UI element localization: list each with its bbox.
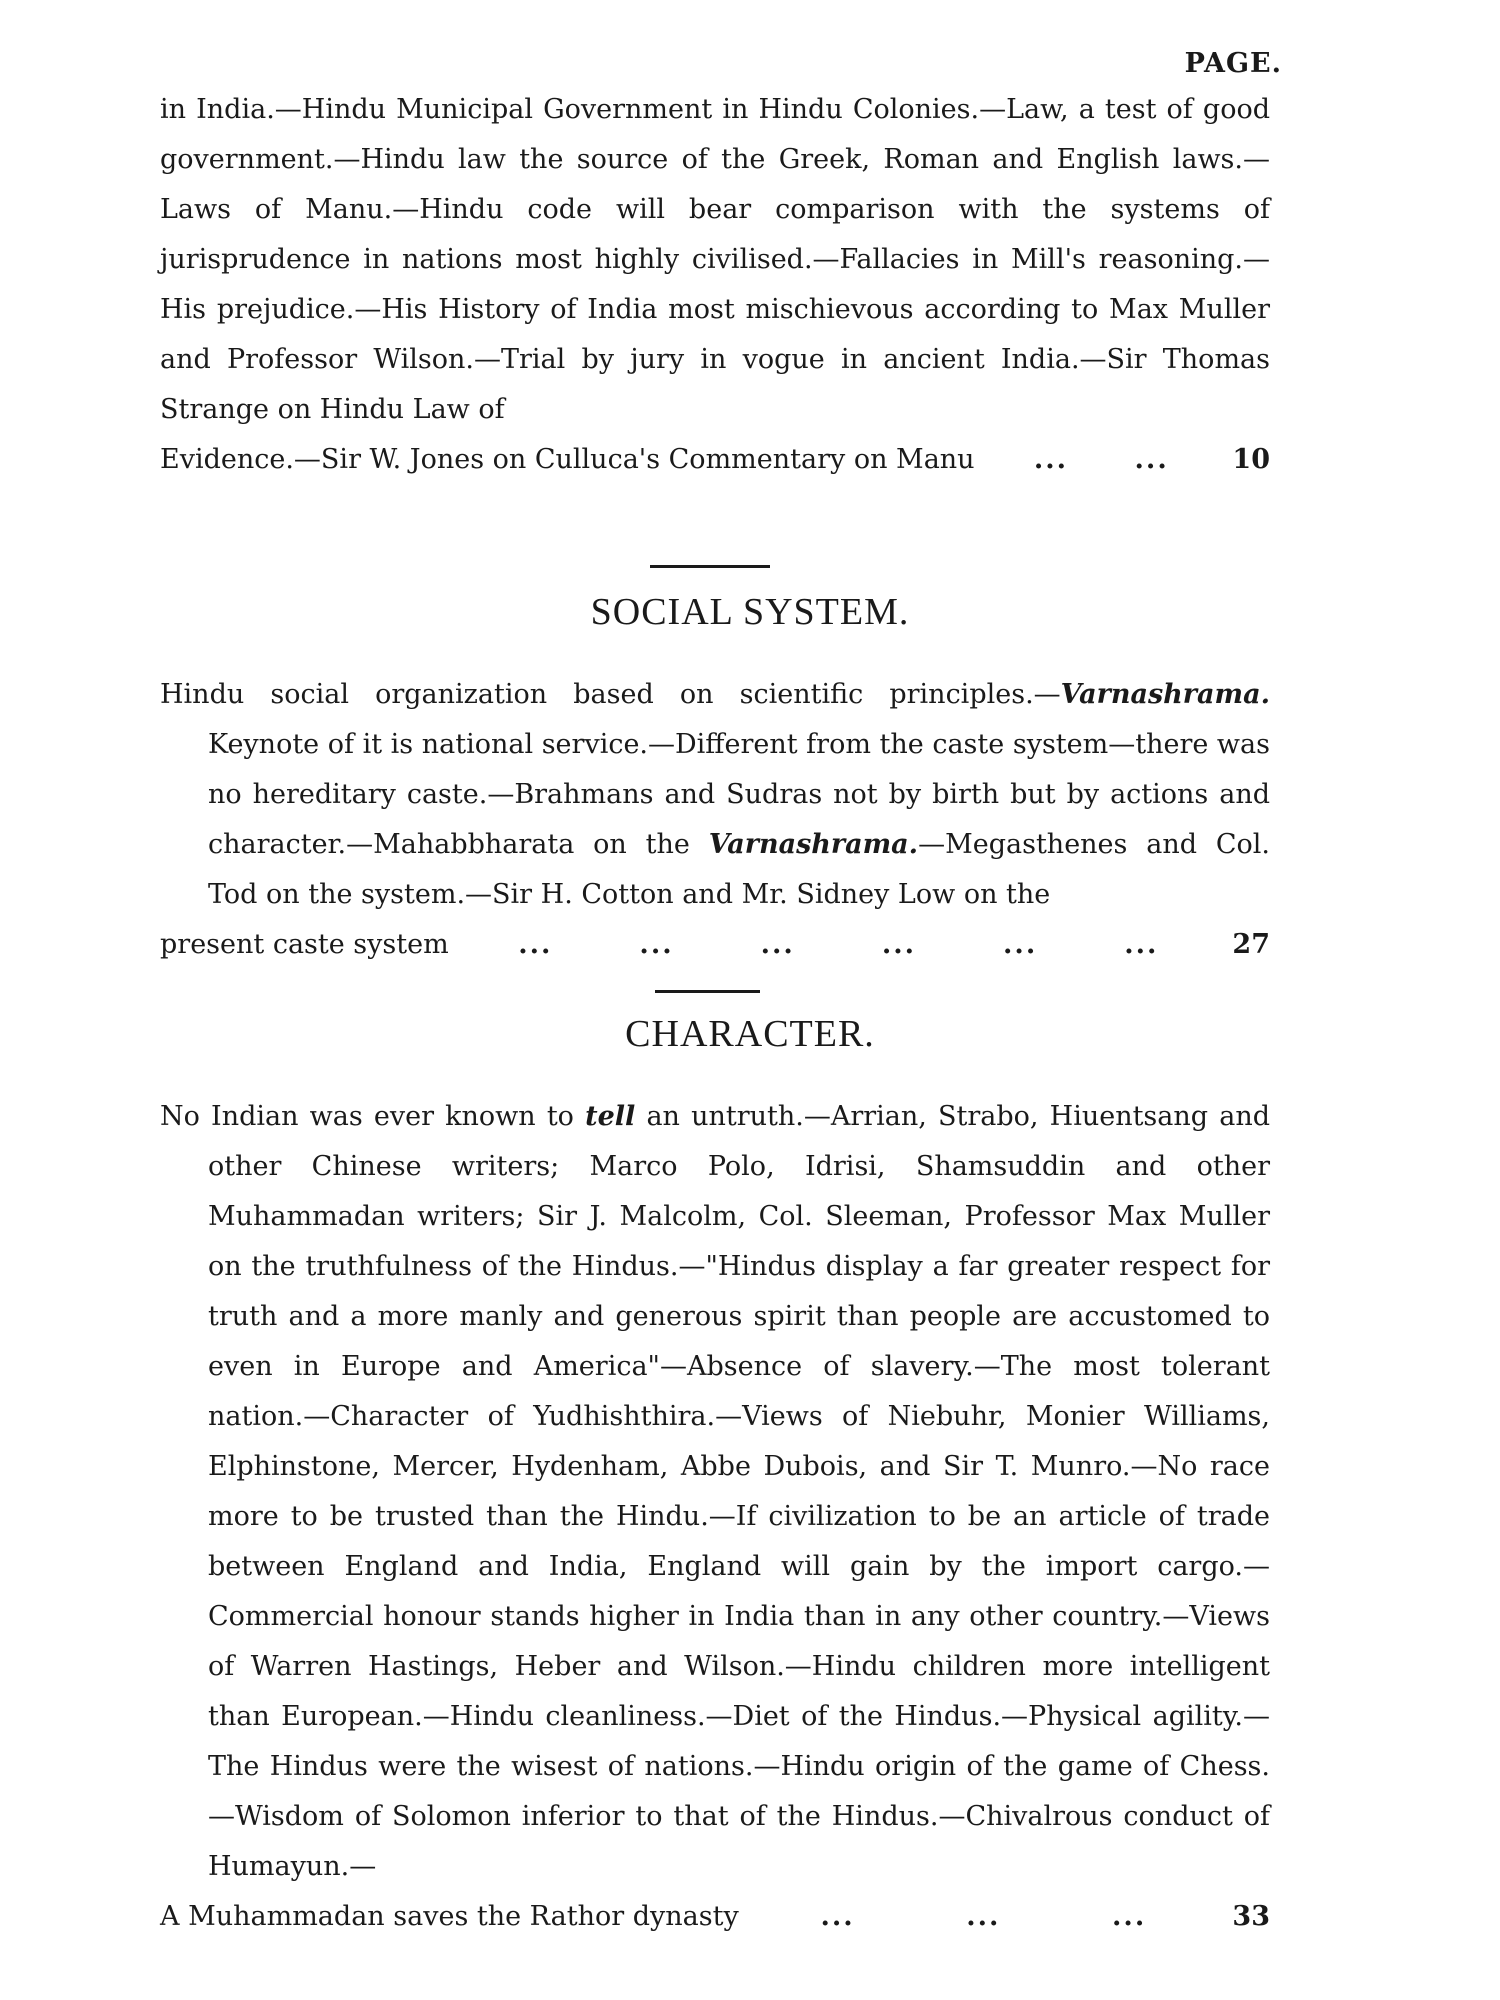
leader-dot: ... xyxy=(760,929,795,960)
leader-dot: ... xyxy=(1003,929,1038,960)
government-entry-text: in India.—Hindu Municipal Government in Hindu Colonies.—Law, a test of good government.—Hindu law the source of the Greek, Roman and English laws.—Laws of Manu.—Hindu code will bear comparison with the systems of jurisprudence in nations most highly civilised.—Fallacies in Mill's reasoning.—His prejudice.—His History of India most mischievous according to Max Muller and Professor Wilson.—Trial by jury in vogue in ancient India.—Sir Thomas Strange on Hindu Law of xyxy=(160,94,1270,425)
italic-word: tell xyxy=(585,1101,636,1132)
leader-dots xyxy=(975,435,1220,485)
section-heading-social-system: SOCIAL SYSTEM. xyxy=(590,591,910,633)
social-system-entry-text: Hindu social organization based on scientific principles.—Varnashrama. Keynote of it is national service.—Different from the caste system—there was no hereditary caste.—Brahmans and Sudras not by birth but by actions and character.—Mahabbharata on the Varnashrama.—Megasthenes and Col. Tod on the system.—Sir H. Cotton and Mr. Sidney Low on the xyxy=(160,679,1271,910)
section-divider xyxy=(650,565,770,568)
page-column-label: PAGE. xyxy=(1184,48,1282,79)
character-entry xyxy=(160,1092,1270,1942)
leader-dots xyxy=(739,1892,1220,1942)
leader-dot: ... xyxy=(1112,1901,1147,1932)
leader-dot: ... xyxy=(881,929,917,960)
character-entry-last-line xyxy=(160,1892,1270,1942)
section-heading-character: CHARACTER. xyxy=(625,1013,875,1055)
social-system-entry xyxy=(160,670,1270,970)
social-system-entry-last-line-text: present caste system xyxy=(160,929,449,960)
government-entry-last-line-text: Evidence.—Sir W. Jones on Culluca's Commentary on Manu xyxy=(160,444,975,475)
italic-term: Varnashrama. xyxy=(708,829,919,860)
leader-dot: ... xyxy=(966,1901,1001,1932)
page-number: 10 xyxy=(1232,444,1270,475)
leader-dots xyxy=(449,920,1220,970)
character-entry-last-line-text: A Muhammadan saves the Rathor dynasty xyxy=(160,1901,739,1932)
character-entry-text: No Indian was ever known to tell an untruth.—Arrian, Strabo, Hiuentsang and other Chinese writers; Marco Polo, Idrisi, Shamsuddin and other Muhammadan writers; Sir J. Malcolm, Col. Sleeman, Professor Max Muller on the truthfulness of the Hindus.—"Hindus display a far greater respect for truth and a more manly and generous spirit than people are accustomed to even in Europe and America"—Absence of slavery.—The most tolerant nation.—Character of Yudhishthira.—Views of Niebuhr, Monier Williams, Elphinstone, Mercer, Hydenham, Abbe Dubois, and Sir T. Munro.—No race more to be trusted than the Hindu.—If civilization to be an article of trade between England and India, England will gain by the import cargo.—Commercial honour stands higher in India than in any other country.—Views of Warren Hastings, Heber and Wilson.—Hindu children more intelligent than European.—Hindu cleanliness.—Diet of the Hindus.—Physical agility.—The Hindus were the wisest of nations.—Hindu origin of the game of Chess.—Wisdom of Solomon inferior to that of the Hindus.—Chivalrous conduct of Humayun.— xyxy=(160,1101,1270,1882)
leader-dot: ... xyxy=(518,929,553,960)
page-number: 33 xyxy=(1232,1901,1270,1932)
leader-dot: ... xyxy=(1134,444,1169,475)
section-divider xyxy=(655,990,760,993)
social-system-entry-last-line xyxy=(160,920,1270,970)
leader-dot: ... xyxy=(1033,444,1069,475)
government-entry xyxy=(160,85,1270,485)
italic-term: Varnashrama. xyxy=(1060,679,1270,710)
government-entry-last-line xyxy=(160,435,1270,485)
leader-dot: ... xyxy=(820,1901,855,1932)
leader-dot: ... xyxy=(639,929,674,960)
leader-dot: ... xyxy=(1124,929,1159,960)
page-number: 27 xyxy=(1232,929,1270,960)
